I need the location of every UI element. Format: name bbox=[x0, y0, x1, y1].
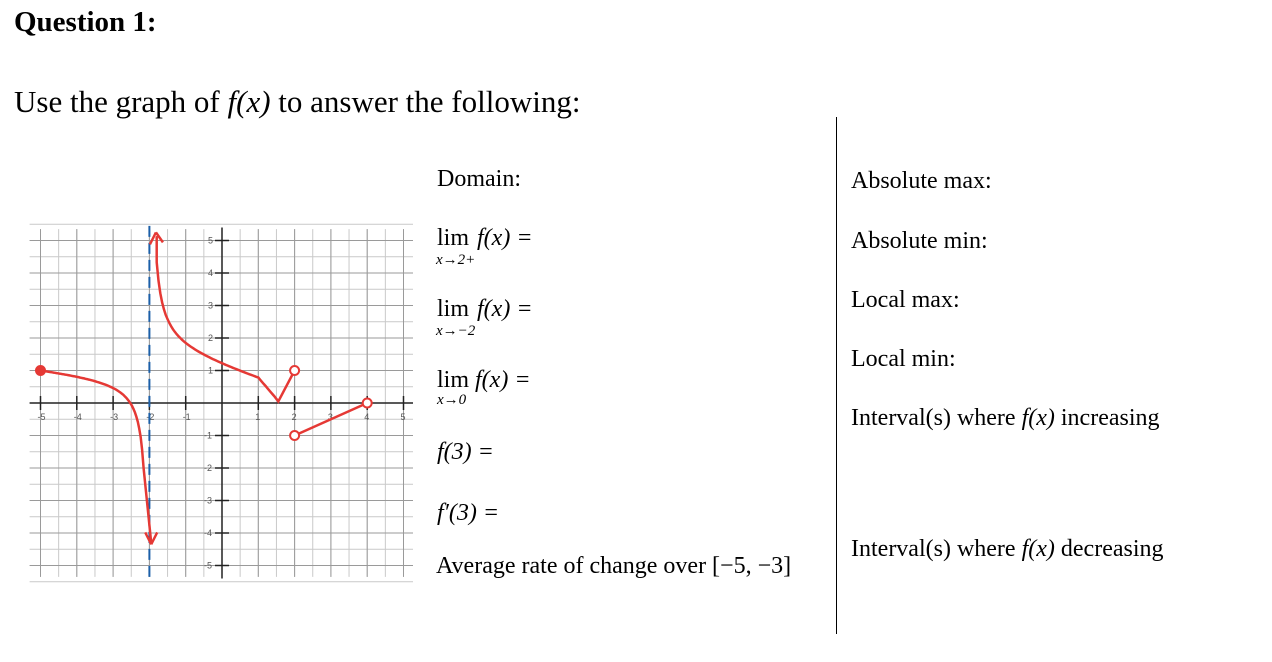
decreasing-function: f(x) bbox=[1021, 536, 1055, 562]
local-min-label: Local min: bbox=[851, 346, 956, 372]
intro-argument: (x) bbox=[236, 84, 271, 119]
x-tick-label: 2 bbox=[291, 412, 297, 422]
y-tick-label: -2 bbox=[204, 463, 213, 473]
decreasing-prefix: Interval(s) where bbox=[851, 536, 1022, 562]
average-rate-label: Average rate of change over [−5, −3] bbox=[436, 553, 792, 579]
lim-word: lim bbox=[437, 367, 470, 393]
intro-suffix: to answer the following: bbox=[270, 84, 581, 119]
decreasing-interval-label bbox=[851, 536, 1164, 563]
x-tick-label: 5 bbox=[400, 412, 406, 422]
y-tick-label: -3 bbox=[204, 495, 213, 506]
x-tick-label: -1 bbox=[182, 412, 191, 422]
lim-subscript: x→2+ bbox=[436, 252, 476, 268]
x-tick-label: -2 bbox=[146, 412, 155, 422]
function-graph bbox=[28, 210, 413, 586]
intro-prefix: Use the graph of bbox=[14, 84, 228, 119]
intro-function: f bbox=[227, 84, 237, 119]
f-prime-of-3: f′(3) = bbox=[437, 500, 500, 526]
decreasing-suffix: decreasing bbox=[1054, 536, 1164, 562]
y-tick-label: 1 bbox=[208, 365, 214, 376]
y-tick-label: 3 bbox=[208, 300, 214, 311]
y-tick-label: 2 bbox=[208, 333, 214, 343]
lim-expression: f(x) = bbox=[477, 225, 533, 251]
x-tick-label: 4 bbox=[364, 412, 370, 422]
domain-label: Domain: bbox=[437, 166, 521, 192]
y-tick-label: 5 bbox=[208, 235, 214, 246]
y-tick-label: 4 bbox=[208, 268, 214, 278]
y-tick-label: -4 bbox=[204, 528, 213, 538]
local-max-label: Local max: bbox=[851, 287, 960, 313]
instructions bbox=[14, 84, 580, 120]
lim-expression: f(x) = bbox=[475, 367, 531, 393]
curve-middle-branch bbox=[157, 237, 295, 401]
lim-word: lim bbox=[437, 296, 470, 322]
x-tick-label: -5 bbox=[37, 412, 46, 422]
f-of-3: f(3) = bbox=[437, 439, 494, 465]
lim-subscript: x→0 bbox=[437, 392, 467, 408]
lim-word: lim bbox=[437, 225, 470, 251]
y-tick-label: -1 bbox=[204, 430, 213, 441]
open-point bbox=[290, 431, 299, 440]
x-tick-label: 1 bbox=[255, 412, 261, 422]
question-title: Question 1: bbox=[14, 6, 157, 38]
x-tick-label: 3 bbox=[327, 412, 333, 422]
increasing-interval-label bbox=[851, 405, 1160, 432]
lim-subscript: x→−2 bbox=[436, 323, 476, 339]
column-divider bbox=[836, 117, 837, 634]
lim-expression: f(x) = bbox=[477, 296, 533, 322]
x-tick-label: -3 bbox=[110, 412, 119, 422]
graph-axes bbox=[30, 228, 413, 579]
increasing-function: f(x) bbox=[1021, 405, 1055, 431]
increasing-prefix: Interval(s) where bbox=[851, 405, 1022, 431]
closed-point bbox=[36, 366, 46, 376]
open-point bbox=[363, 399, 372, 408]
y-tick-label: -5 bbox=[204, 560, 213, 571]
limit-at-minus-2 bbox=[437, 296, 533, 323]
x-tick-label: -4 bbox=[73, 412, 82, 422]
limit-right-of-2 bbox=[437, 225, 533, 252]
limit-at-0 bbox=[437, 367, 531, 394]
open-point bbox=[290, 366, 299, 375]
increasing-suffix: increasing bbox=[1054, 405, 1160, 431]
absolute-max-label: Absolute max: bbox=[851, 168, 992, 194]
absolute-min-label: Absolute min: bbox=[851, 228, 988, 254]
